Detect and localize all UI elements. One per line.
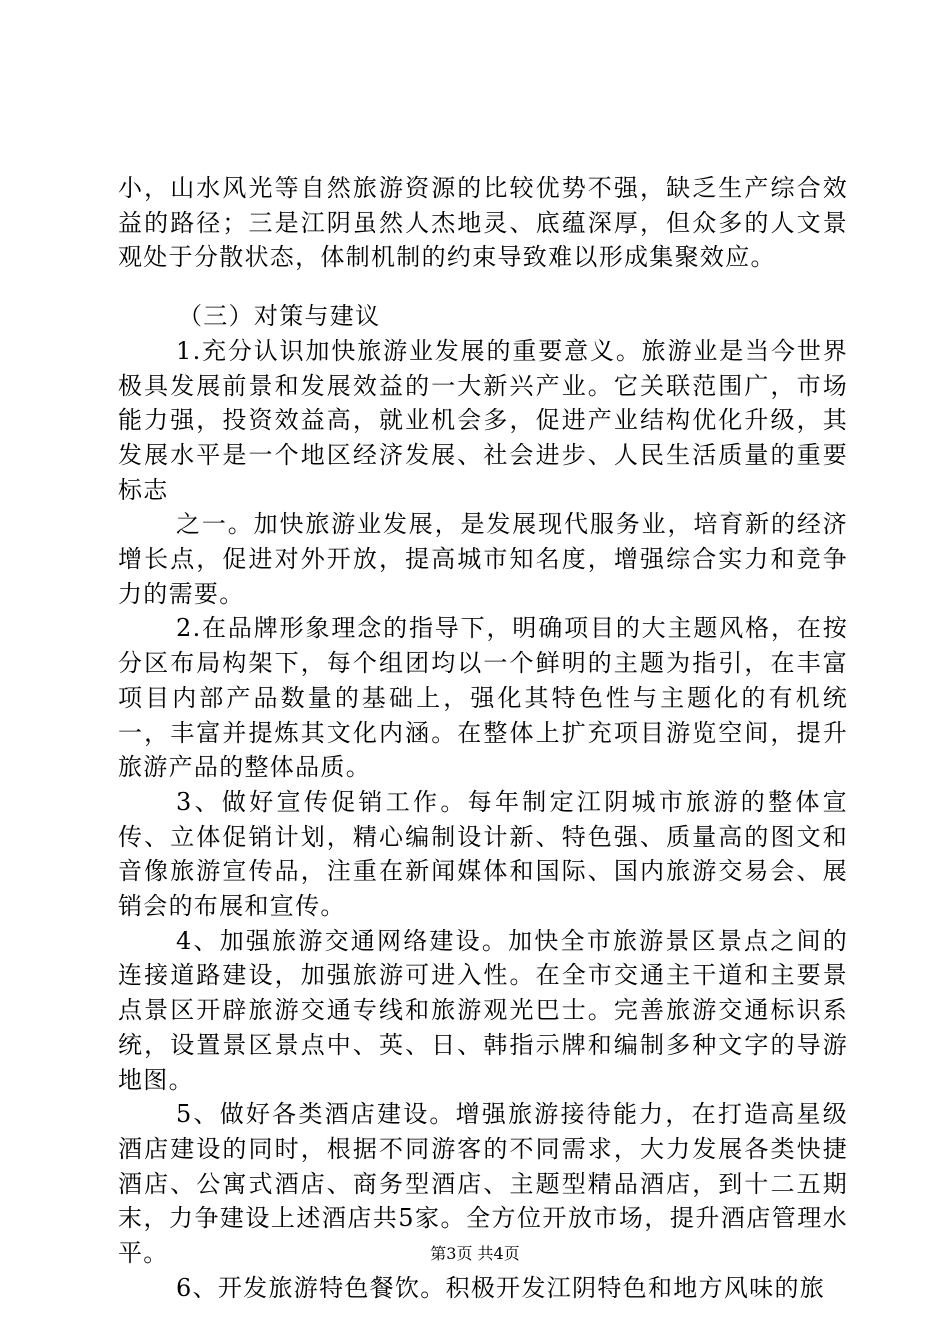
- intro-continuation-paragraph: 小，山水风光等自然旅游资源的比较优势不强，缺乏生产综合效益的路径；三是江阴虽然人杰地灵、底蕴深厚，但众多的人文景观处于分散状态，体制机制的约束导致难以形成集聚效应。: [118, 174, 848, 272]
- item-6-paragraph: 6、开发旅游特色餐饮。积极开发江阴特色和地方风味的旅: [176, 1273, 826, 1302]
- page-number-label: 第3页 共4页: [430, 1244, 520, 1263]
- item-1-continuation-paragraph: 之一。加快旅游业发展，是发展现代服务业，培育新的经济增长点，促进对外开放，提高城市知名度，增强综合实力和竞争力的需要。: [118, 510, 848, 608]
- page-footer: [0, 1243, 950, 1265]
- document-body: [118, 171, 848, 1306]
- section-heading: （三）对策与建议: [178, 302, 381, 331]
- paragraph-spacer: [118, 275, 848, 299]
- item-1-paragraph: 1.充分认识加快旅游业发展的重要意义。旅游业是当今世界极具发展前景和发展效益的一大新兴产业。它关联范围广，市场能力强，投资效益高，就业机会多，促进产业结构优化升级，其发展水平是一个地区经济发展、社会进步、人民生活质量的重要标志: [118, 336, 848, 504]
- item-5-paragraph: 5、做好各类酒店建设。增强旅游接待能力，在打造高星级酒店建设的同时，根据不同游客的不同需求，大力发展各类快捷酒店、公寓式酒店、商务型酒店、主题型精品酒店，到十二五期末，力争建设上述酒店共5家。全方位开放市场，提升酒店管理水平。: [118, 1100, 848, 1268]
- item-3-paragraph: 3、做好宣传促销工作。每年制定江阴城市旅游的整体宣传、立体促销计划，精心编制设计新、特色强、质量高的图文和音像旅游宣传品，注重在新闻媒体和国际、国内旅游交易会、展销会的布展和宣传。: [118, 787, 848, 921]
- item-4-paragraph: 4、加强旅游交通网络建设。加快全市旅游景区景点之间的连接道路建设，加强旅游可进入性。在全市交通主干道和主要景点景区开辟旅游交通专线和旅游观光巴士。完善旅游交通标识系统，设置景区景点中、英、日、韩指示牌和编制多种文字的导游地图。: [118, 926, 848, 1094]
- item-2-paragraph: 2.在品牌形象理念的指导下，明确项目的大主题风格，在按分区布局构架下，每个组团均以一个鲜明的主题为指引，在丰富项目内部产品数量的基础上，强化其特色性与主题化的有机统一，丰富并提炼其文化内涵。在整体上扩充项目游览空间，提升旅游产品的整体品质。: [118, 614, 848, 782]
